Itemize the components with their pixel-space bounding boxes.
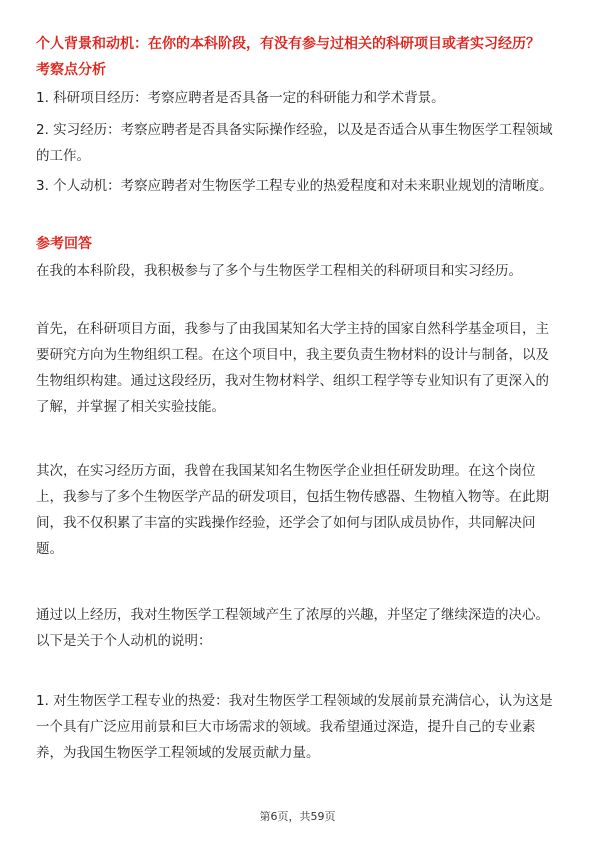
page-footer: 第6页，共59页	[259, 810, 336, 823]
answer-label: 参考回答	[36, 236, 92, 252]
question-heading: 个人背景和动机：在你的本科阶段，有没有参与过相关的科研项目或者实习经历？	[36, 36, 540, 52]
answer-paragraph: 首先，在科研项目方面，我参与了由我国某知名大学主持的国家自然科学基金项目，主要研究方向为生物组织工程。在这个项目中，我主要负责生物材料的设计与制备，以及生物组织构建。通过这段经历，我对生物材料学、组织工程学等专业知识有了更深入的了解，并掌握了相关实验技能。	[36, 321, 549, 415]
analysis-item: 3. 个人动机：考察应聘者对生物医学工程专业的热爱程度和对未来职业规划的清晰度。	[36, 178, 553, 194]
analysis-item: 1. 科研项目经历：考察应聘者是否具备一定的科研能力和学术背景。	[36, 90, 445, 106]
answer-paragraph: 通过以上经历，我对生物医学工程领域产生了浓厚的兴趣，并坚定了继续深造的决心。以下是关于个人动机的说明：	[36, 607, 549, 649]
answer-paragraph: 1. 对生物医学工程专业的热爱：我对生物医学工程领域的发展前景充满信心，认为这是一个具有广泛应用前景和巨大市场需求的领域。我希望通过深造，提升自己的专业素养，为我国生物医学工程领域的发展贡献力量。	[36, 693, 553, 761]
answer-paragraph: 在我的本科阶段，我积极参与了多个与生物医学工程相关的科研项目和实习经历。	[36, 263, 522, 279]
answer-paragraph: 其次，在实习经历方面，我曾在我国某知名生物医学企业担任研发助理。在这个岗位上，我参与了多个生物医学产品的研发项目，包括生物传感器、生物植入物等。在此期间，我不仅积累了丰富的实践操作经验，还学会了如何与团队成员协作，共同解决问题。	[36, 463, 549, 557]
analysis-item: 2. 实习经历：考察应聘者是否具备实际操作经验，以及是否适合从事生物医学工程领域的工作。	[36, 122, 553, 164]
analysis-label: 考察点分析	[36, 62, 106, 78]
